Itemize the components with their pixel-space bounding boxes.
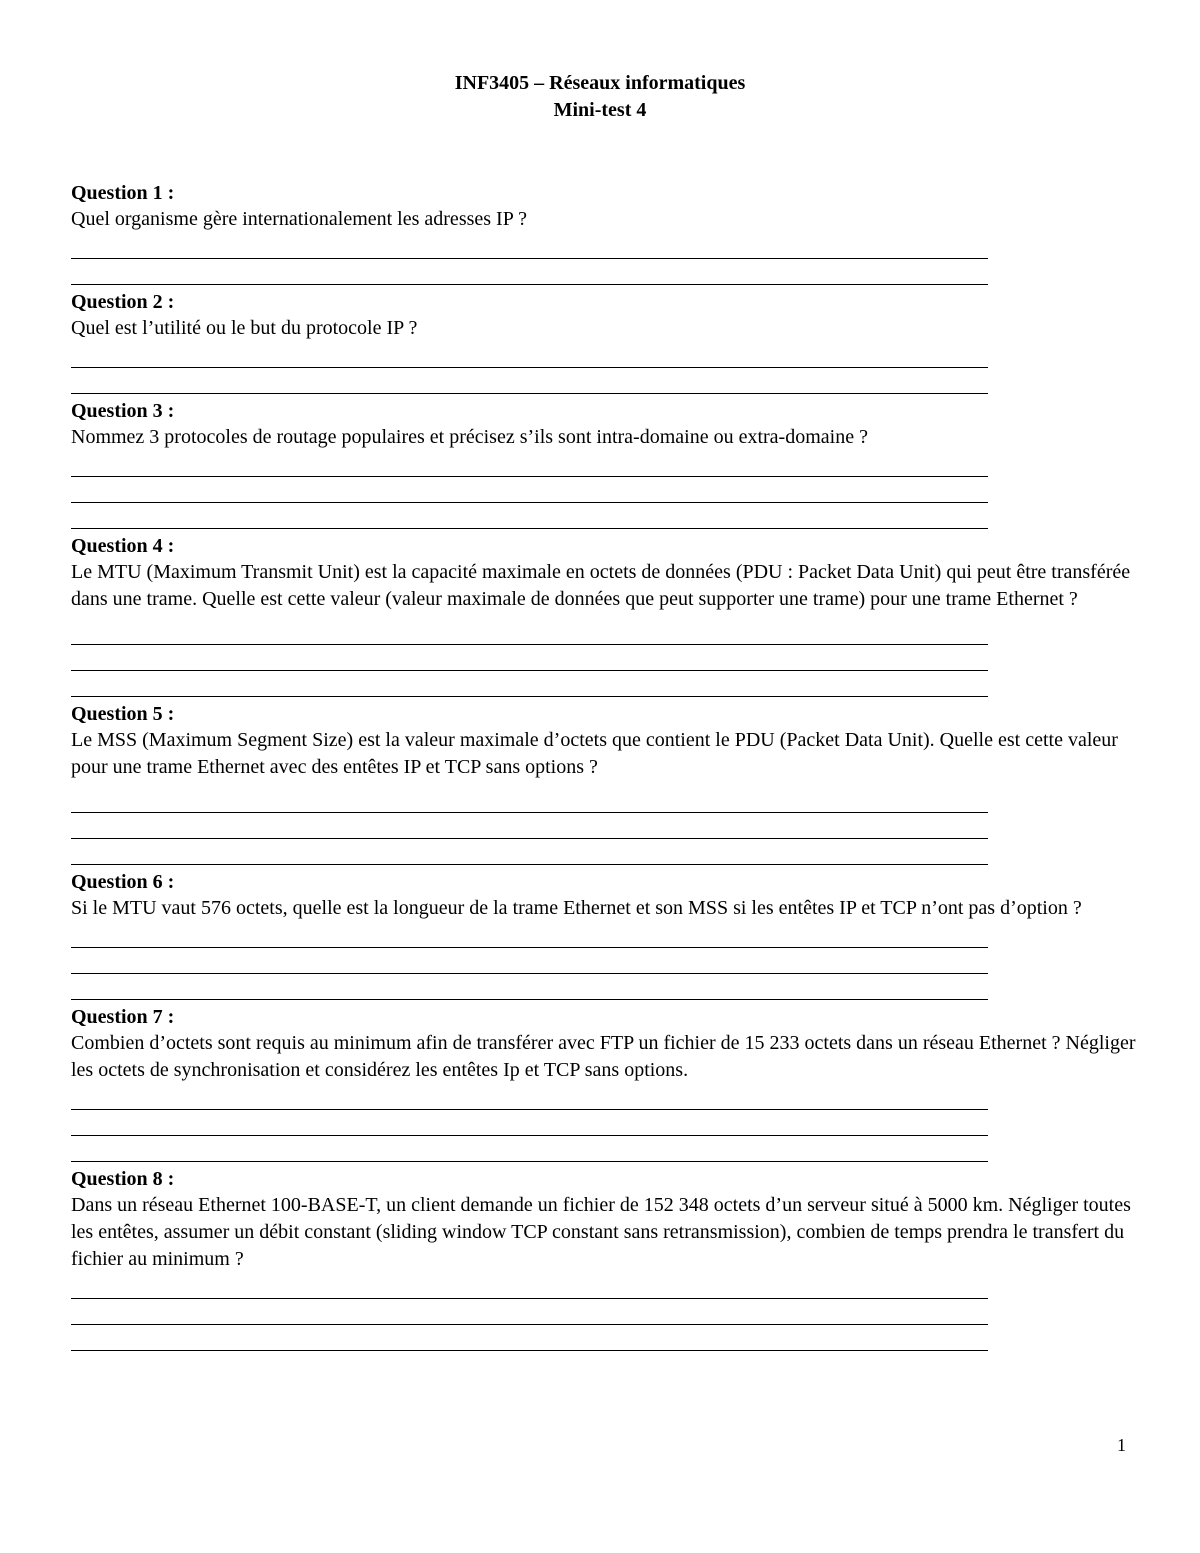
answer-lines (71, 233, 1141, 285)
answer-line[interactable] (71, 259, 988, 285)
answer-line[interactable] (71, 787, 988, 813)
answer-line[interactable] (71, 1273, 988, 1299)
answer-line[interactable] (71, 619, 988, 645)
question-label: Question 6 : (71, 871, 175, 893)
question-text: Le MSS (Maximum Segment Size) est la valeur maximale d’octets que contient le PDU (Packet Data Unit). Quelle est cette valeur pour une trame Ethernet avec des entêtes IP et TCP sans options ? (71, 729, 1118, 778)
question-text: Quel organisme gère internationalement les adresses IP ? (71, 208, 527, 230)
page-number: 1 (1117, 1435, 1126, 1455)
answer-lines (71, 787, 1141, 865)
question-text: Quel est l’utilité ou le but du protocole IP ? (71, 317, 418, 339)
question-6 (71, 869, 1141, 1000)
question-label: Question 8 : (71, 1168, 175, 1190)
question-text: Combien d’octets sont requis au minimum afin de transférer avec FTP un fichier de 15 233 octets dans un réseau Ethernet ? Négliger les octets de synchronisation et considérez les entêtes Ip et TCP sans options. (71, 1032, 1136, 1081)
question-text: Si le MTU vaut 576 octets, quelle est la longueur de la trame Ethernet et son MSS si les entêtes IP et TCP n’ont pas d’option ? (71, 897, 1082, 919)
question-4 (71, 533, 1141, 697)
answer-line[interactable] (71, 1084, 988, 1110)
answer-line[interactable] (71, 839, 988, 865)
question-text: Dans un réseau Ethernet 100-BASE-T, un client demande un fichier de 152 348 octets d’un serveur situé à 5000 km. Négliger toutes les entêtes, assumer un débit constant (sliding window TCP constant sans retransmission), combien de temps prendra le transfert du fichier au minimum ? (71, 1194, 1131, 1270)
answer-lines (71, 451, 1141, 529)
question-label: Question 5 : (71, 703, 175, 725)
document-header (0, 70, 1200, 124)
answer-line[interactable] (71, 974, 988, 1000)
question-5 (71, 701, 1141, 865)
document-subtitle: Mini-test 4 (553, 99, 647, 121)
answer-line[interactable] (71, 948, 988, 974)
answer-line[interactable] (71, 813, 988, 839)
answer-lines (71, 1273, 1141, 1351)
question-text: Nommez 3 protocoles de routage populaires et précisez s’ils sont intra-domaine ou extra-domaine ? (71, 426, 868, 448)
question-label: Question 1 : (71, 182, 175, 204)
question-text: Le MTU (Maximum Transmit Unit) est la capacité maximale en octets de données (PDU : Packet Data Unit) qui peut être transférée dans une trame. Quelle est cette valeur (valeur maximale de données que peut supporter une trame) pour une trame Ethernet ? (71, 561, 1131, 610)
answer-line[interactable] (71, 922, 988, 948)
question-label: Question 2 : (71, 291, 175, 313)
question-label: Question 7 : (71, 1006, 175, 1028)
answer-line[interactable] (71, 1299, 988, 1325)
question-3 (71, 398, 1141, 529)
answer-line[interactable] (71, 451, 988, 477)
answer-lines (71, 342, 1141, 394)
answer-lines (71, 619, 1141, 697)
answer-line[interactable] (71, 671, 988, 697)
questions-list (71, 180, 1141, 1355)
answer-line[interactable] (71, 1136, 988, 1162)
answer-line[interactable] (71, 645, 988, 671)
question-1 (71, 180, 1141, 285)
answer-line[interactable] (71, 342, 988, 368)
answer-line[interactable] (71, 233, 988, 259)
answer-line[interactable] (71, 503, 988, 529)
answer-line[interactable] (71, 1110, 988, 1136)
question-8 (71, 1166, 1141, 1351)
question-2 (71, 289, 1141, 394)
answer-line[interactable] (71, 1325, 988, 1351)
answer-line[interactable] (71, 477, 988, 503)
question-7 (71, 1004, 1141, 1162)
question-label: Question 4 : (71, 535, 175, 557)
answer-line[interactable] (71, 368, 988, 394)
answer-lines (71, 922, 1141, 1000)
document-title: INF3405 – Réseaux informatiques (454, 72, 746, 94)
answer-lines (71, 1084, 1141, 1162)
question-label: Question 3 : (71, 400, 175, 422)
